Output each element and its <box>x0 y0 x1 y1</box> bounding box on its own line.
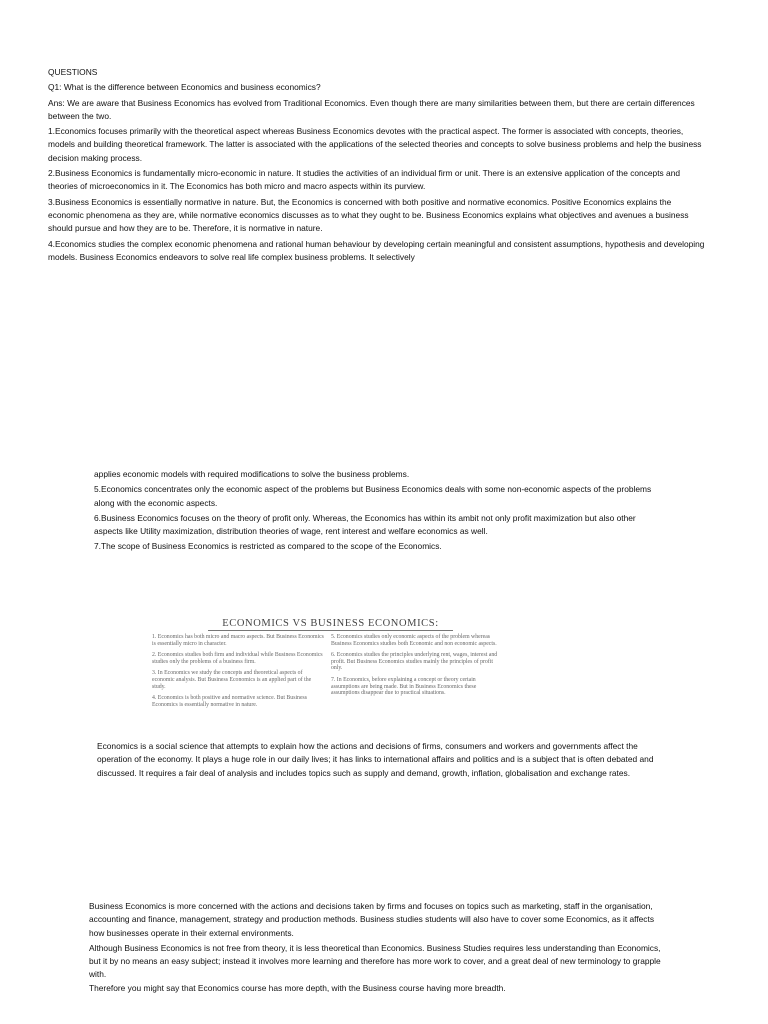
figure-item-6: 6. Economics studies the principles underlying rent, wages, interest and profit. But Business Economics studies mainly the principles of profit only. <box>331 652 498 672</box>
figure-title: ECONOMICS VS BUSINESS ECONOMICS: <box>222 618 439 629</box>
point-4: 4.Economics studies the complex economic phenomena and rational human behaviour by developing certain meaningful and consistent assumptions, hypothesis and developing models. Business Economics endeavors to solve real life complex business problems. It selectively <box>48 238 705 262</box>
figure-item-1: 1. Economics has both micro and macro aspects. But Business Economics is essentially micro in character. <box>152 634 324 647</box>
figure-item-4: 4. Economics is both positive and normative science. But Business Economics is essentially normative in nature. <box>152 695 308 708</box>
economics-definition-section <box>97 740 667 782</box>
comparison-figure <box>148 618 513 726</box>
business-economics-paragraph-2: Although Business Economics is not free from theory, it is less theoretical than Economics. Business Studies requires less understanding than Economics, but it by no means an easy subject; instead it involves more learning and therefore has more work to cover, and a great deal of new terminology to grapple with. <box>89 942 661 980</box>
figure-item-3: 3. In Economics we study the concepts and theoretical aspects of economic analysis. But Business Economics is an applied part of the study. <box>152 670 312 690</box>
point-5: 5.Economics concentrates only the economic aspect of the problems but Business Economics deals with some non-economic aspects of the problems along with the economic aspects. <box>94 484 652 508</box>
point-2: 2.Business Economics is fundamentally micro-economic in nature. It studies the activities of an individual firm or unit. There is an extensive application of the concepts and theories of microeconomics in it. The Economics has both micro and macro aspects within its purview. <box>48 168 681 192</box>
answer-intro: Ans: We are aware that Business Economics has evolved from Traditional Economics. Even though there are many similarities between them, but there are certain differences between the two. <box>48 97 695 121</box>
point-7: 7.The scope of Business Economics is restricted as compared to the scope of the Economics. <box>94 541 442 552</box>
continuation-section <box>94 468 666 556</box>
figure-item-2: 2. Economics studies both firm and individual while Business Economics studies only the problems of a business firm. <box>152 652 323 665</box>
continuation-paragraph: applies economic models with required modifications to solve the business problems. <box>94 469 410 479</box>
point-6: 6.Business Economics focuses on the theory of profit only. Whereas, the Economics has within its ambit not only profit maximization but also other aspects like Utility maximization, distribution theories of wage, rent interest and welfare economics as well. <box>94 512 636 537</box>
business-economics-section <box>89 900 669 997</box>
economics-definition: Economics is a social science that attempts to explain how the actions and decisions of firms, consumers and workers and governments affect the operation of the economy. It plays a huge role in our daily lives; it has links to international affairs and politics and is a subject that is often debated and discussed. It requires a fair deal of analysis and includes topics such as supply and demand, growth, inflation, globalisation and exchange rates. <box>97 741 654 778</box>
business-economics-paragraph-1: Business Economics is more concerned with the actions and decisions taken by firms and focuses on topics such as marketing, staff in the organisation, accounting and finance, management, strategy and production methods. Business studies students will also have to cover some Economics, as it affects how businesses operate in their external environments. <box>89 901 655 938</box>
question-text: Q1: What is the difference between Economics and business economics? <box>48 82 321 93</box>
figure-right-column <box>331 634 503 702</box>
business-economics-conclusion: Therefore you might say that Economics course has more depth, with the Business course having more breadth. <box>89 982 506 993</box>
section-heading: QUESTIONS <box>48 67 98 77</box>
figure-divider <box>208 630 453 631</box>
point-1: 1.Economics focuses primarily with the theoretical aspect whereas Business Economics devotes with the practical aspect. The former is associated with concepts, theories, models and building theoretical framework. The latter is associated with the applications of the selected theories and concepts to solve business problems and help the business decision making process. <box>48 126 702 163</box>
figure-left-column <box>152 634 324 713</box>
figure-item-5: 5. Economics studies only economic aspects of the problem whereas Business Economics studies both Economic and non economic aspects. <box>331 634 497 647</box>
figure-item-7: 7. In Economics, before explaining a concept or theory certain assumptions are being made. But in Business Economics these assumptions disappear due to practical situations. <box>331 676 477 697</box>
point-3: 3.Business Economics is essentially normative in nature. But, the Economics is concerned with both positive and normative economics. Positive Economics explains the economic phenomena as they are, while normative economics discusses as to what they ought to be. Business Economics explains what objectives and avenues a business should pursue and how they are to be. Therefore, it is normative in nature. <box>48 196 689 234</box>
questions-section <box>48 66 708 266</box>
